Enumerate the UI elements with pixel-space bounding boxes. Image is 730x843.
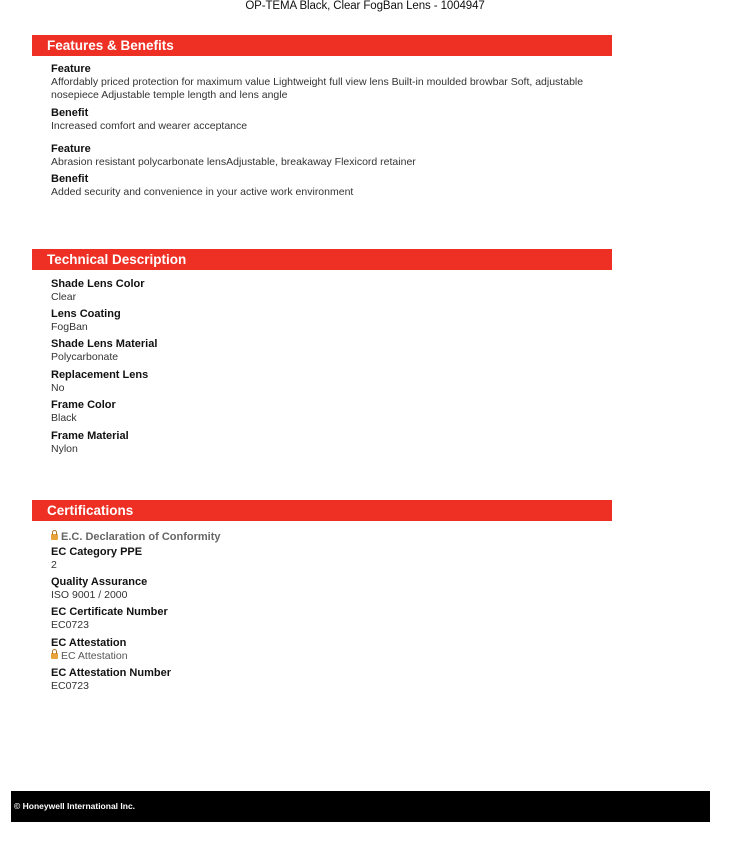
benefit-label: Benefit: [51, 107, 89, 119]
spec-value: No: [51, 382, 65, 394]
spec-label: Replacement Lens: [51, 369, 149, 381]
spec-shade-lens-color: [51, 278, 621, 304]
benefit-text: Added security and convenience in your active work environment: [51, 186, 354, 198]
cert-quality-assurance: [51, 576, 621, 602]
features-benefits-header: Features & Benefits: [32, 35, 612, 56]
cert-value: EC0723: [51, 619, 89, 631]
declaration-row[interactable]: [51, 527, 621, 545]
feature-label: Feature: [51, 63, 91, 75]
benefit-block-1: [51, 107, 621, 133]
spec-value: Black: [51, 412, 77, 424]
spec-value: Nylon: [51, 443, 78, 455]
cert-label: Quality Assurance: [51, 576, 148, 588]
feature-text: Abrasion resistant polycarbonate lensAdjustable, breakaway Flexicord retainer: [51, 156, 416, 168]
benefit-label: Benefit: [51, 173, 89, 185]
feature-block-2: [51, 143, 621, 169]
spec-label: Frame Color: [51, 399, 116, 411]
footer-copyright: © Honeywell International Inc.: [11, 791, 710, 822]
spec-replacement-lens: [51, 369, 621, 395]
spec-value: Clear: [51, 291, 77, 303]
feature-text: Affordably priced protection for maximum value Lightweight full view lens Built-in moulded browbar Soft, adjustable nosepiece Adjustable temple length and lens angle: [51, 76, 584, 101]
spec-value: Polycarbonate: [51, 351, 119, 363]
lock-icon: [51, 534, 58, 540]
feature-block-1: [51, 63, 621, 102]
spec-shade-lens-material: [51, 338, 621, 364]
certifications-header: Certifications: [32, 500, 612, 521]
cert-label: EC Attestation: [51, 637, 127, 649]
spec-frame-material: [51, 430, 621, 456]
cert-ec-certificate-number: [51, 606, 621, 632]
cert-value: EC0723: [51, 680, 89, 692]
spec-label: Lens Coating: [51, 308, 121, 320]
declaration-link[interactable]: E.C. Declaration of Conformity: [61, 531, 221, 543]
benefit-block-2: [51, 173, 621, 199]
lock-icon: [51, 653, 58, 659]
cert-label: EC Attestation Number: [51, 667, 171, 679]
cert-label: EC Certificate Number: [51, 606, 168, 618]
cert-ec-category: [51, 546, 621, 572]
cert-ec-attestation: [51, 637, 621, 663]
attestation-link[interactable]: EC Attestation: [61, 650, 128, 662]
spec-label: Shade Lens Color: [51, 278, 145, 290]
cert-value: ISO 9001 / 2000: [51, 589, 128, 601]
technical-description-header: Technical Description: [32, 249, 612, 270]
cert-label: EC Category PPE: [51, 546, 143, 558]
cert-ec-attestation-number: [51, 667, 621, 693]
feature-label: Feature: [51, 143, 91, 155]
spec-frame-color: [51, 399, 621, 425]
benefit-text: Increased comfort and wearer acceptance: [51, 120, 248, 132]
spec-label: Frame Material: [51, 430, 129, 442]
spec-value: FogBan: [51, 321, 88, 333]
attestation-row[interactable]: [51, 650, 621, 663]
spec-label: Shade Lens Material: [51, 338, 158, 350]
spec-lens-coating: [51, 308, 621, 334]
page-title: OP-TEMA Black, Clear FogBan Lens - 1004947: [245, 0, 485, 12]
cert-value: 2: [51, 559, 57, 571]
